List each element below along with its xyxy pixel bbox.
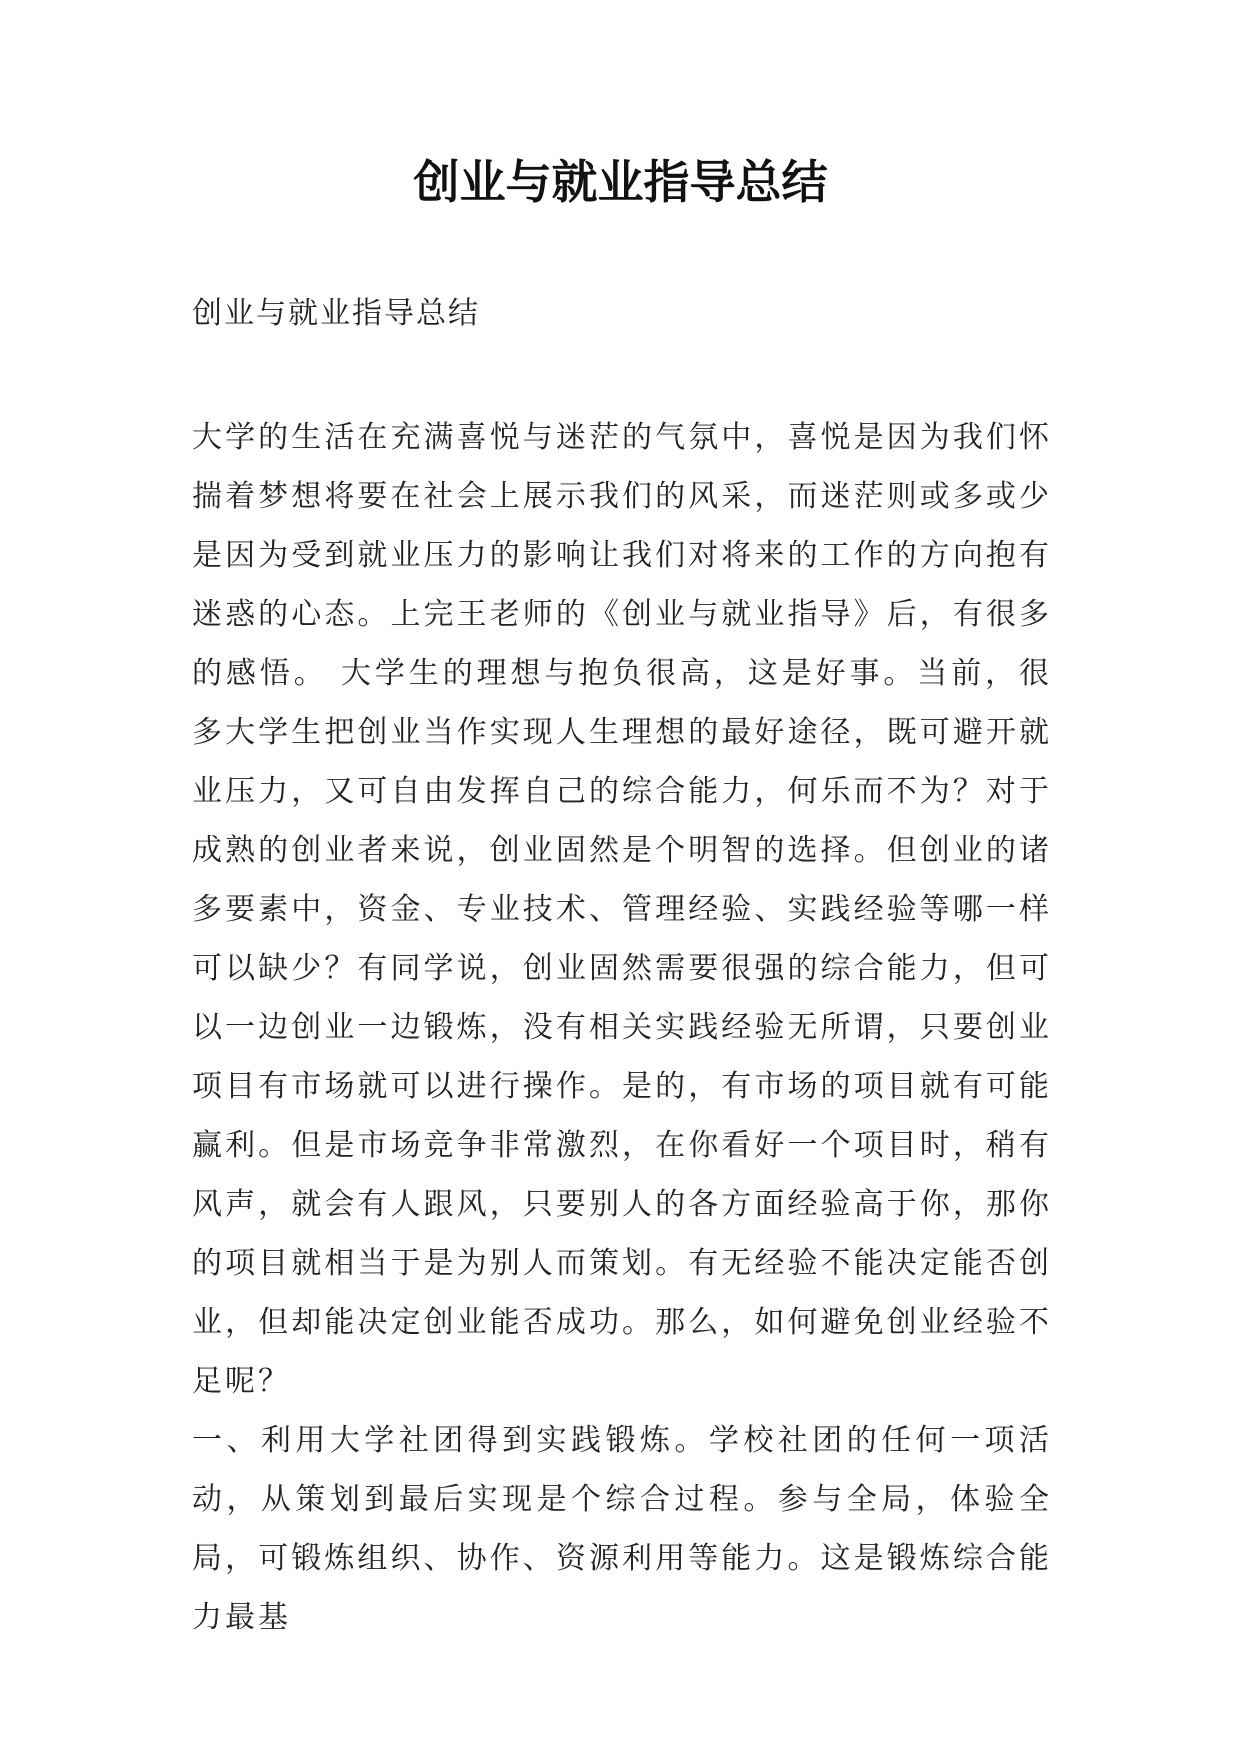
body-paragraph: 一、利用大学社团得到实践锻炼。学校社团的任何一项活动，从策划到最后实现是个综合过程。参与全局，体验全局，可锻炼组织、协作、资源利用等能力。这是锻炼综合能力最基 — [192, 1423, 1052, 1635]
document-subtitle: 创业与就业指导总结 — [192, 296, 480, 331]
body-paragraph: 大学的生活在充满喜悦与迷茫的气氛中，喜悦是因为我们怀揣着梦想将要在社会上展示我们的风采，而迷茫则或多或少是因为受到就业压力的影响让我们对将来的工作的方向抱有迷惑的心态。上完王老师的《创业与就业指导》后，有很多的感悟。 大学生的理想与抱负很高，这是好事。当前，很多大学生把创业当作实现人生理想的最好途径，既可避开就业压力，又可自由发挥自己的综合能力，何乐而不为？对于成熟的创业者来说，创业固然是个明智的选择。但创业的诸多要素中，资金、专业技术、管理经验、实践经验等哪一样可以缺少？有同学说，创业固然需要很强的综合能力，但可以一边创业一边锻炼，没有相关实践经验无所谓，只要创业项目有市场就可以进行操作。是的，有市场的项目就有可能赢利。但是市场竞争非常激烈，在你看好一个项目时，稍有风声，就会有人跟风，只要别人的各方面经验高于你，那你的项目就相当于是为别人而策划。有无经验不能决定能否创业，但却能决定创业能否成功。那么，如何避免创业经验不足呢？ — [192, 420, 1052, 1399]
document-title: 创业与就业指导总结 — [413, 155, 828, 209]
document-body — [192, 408, 1052, 1647]
